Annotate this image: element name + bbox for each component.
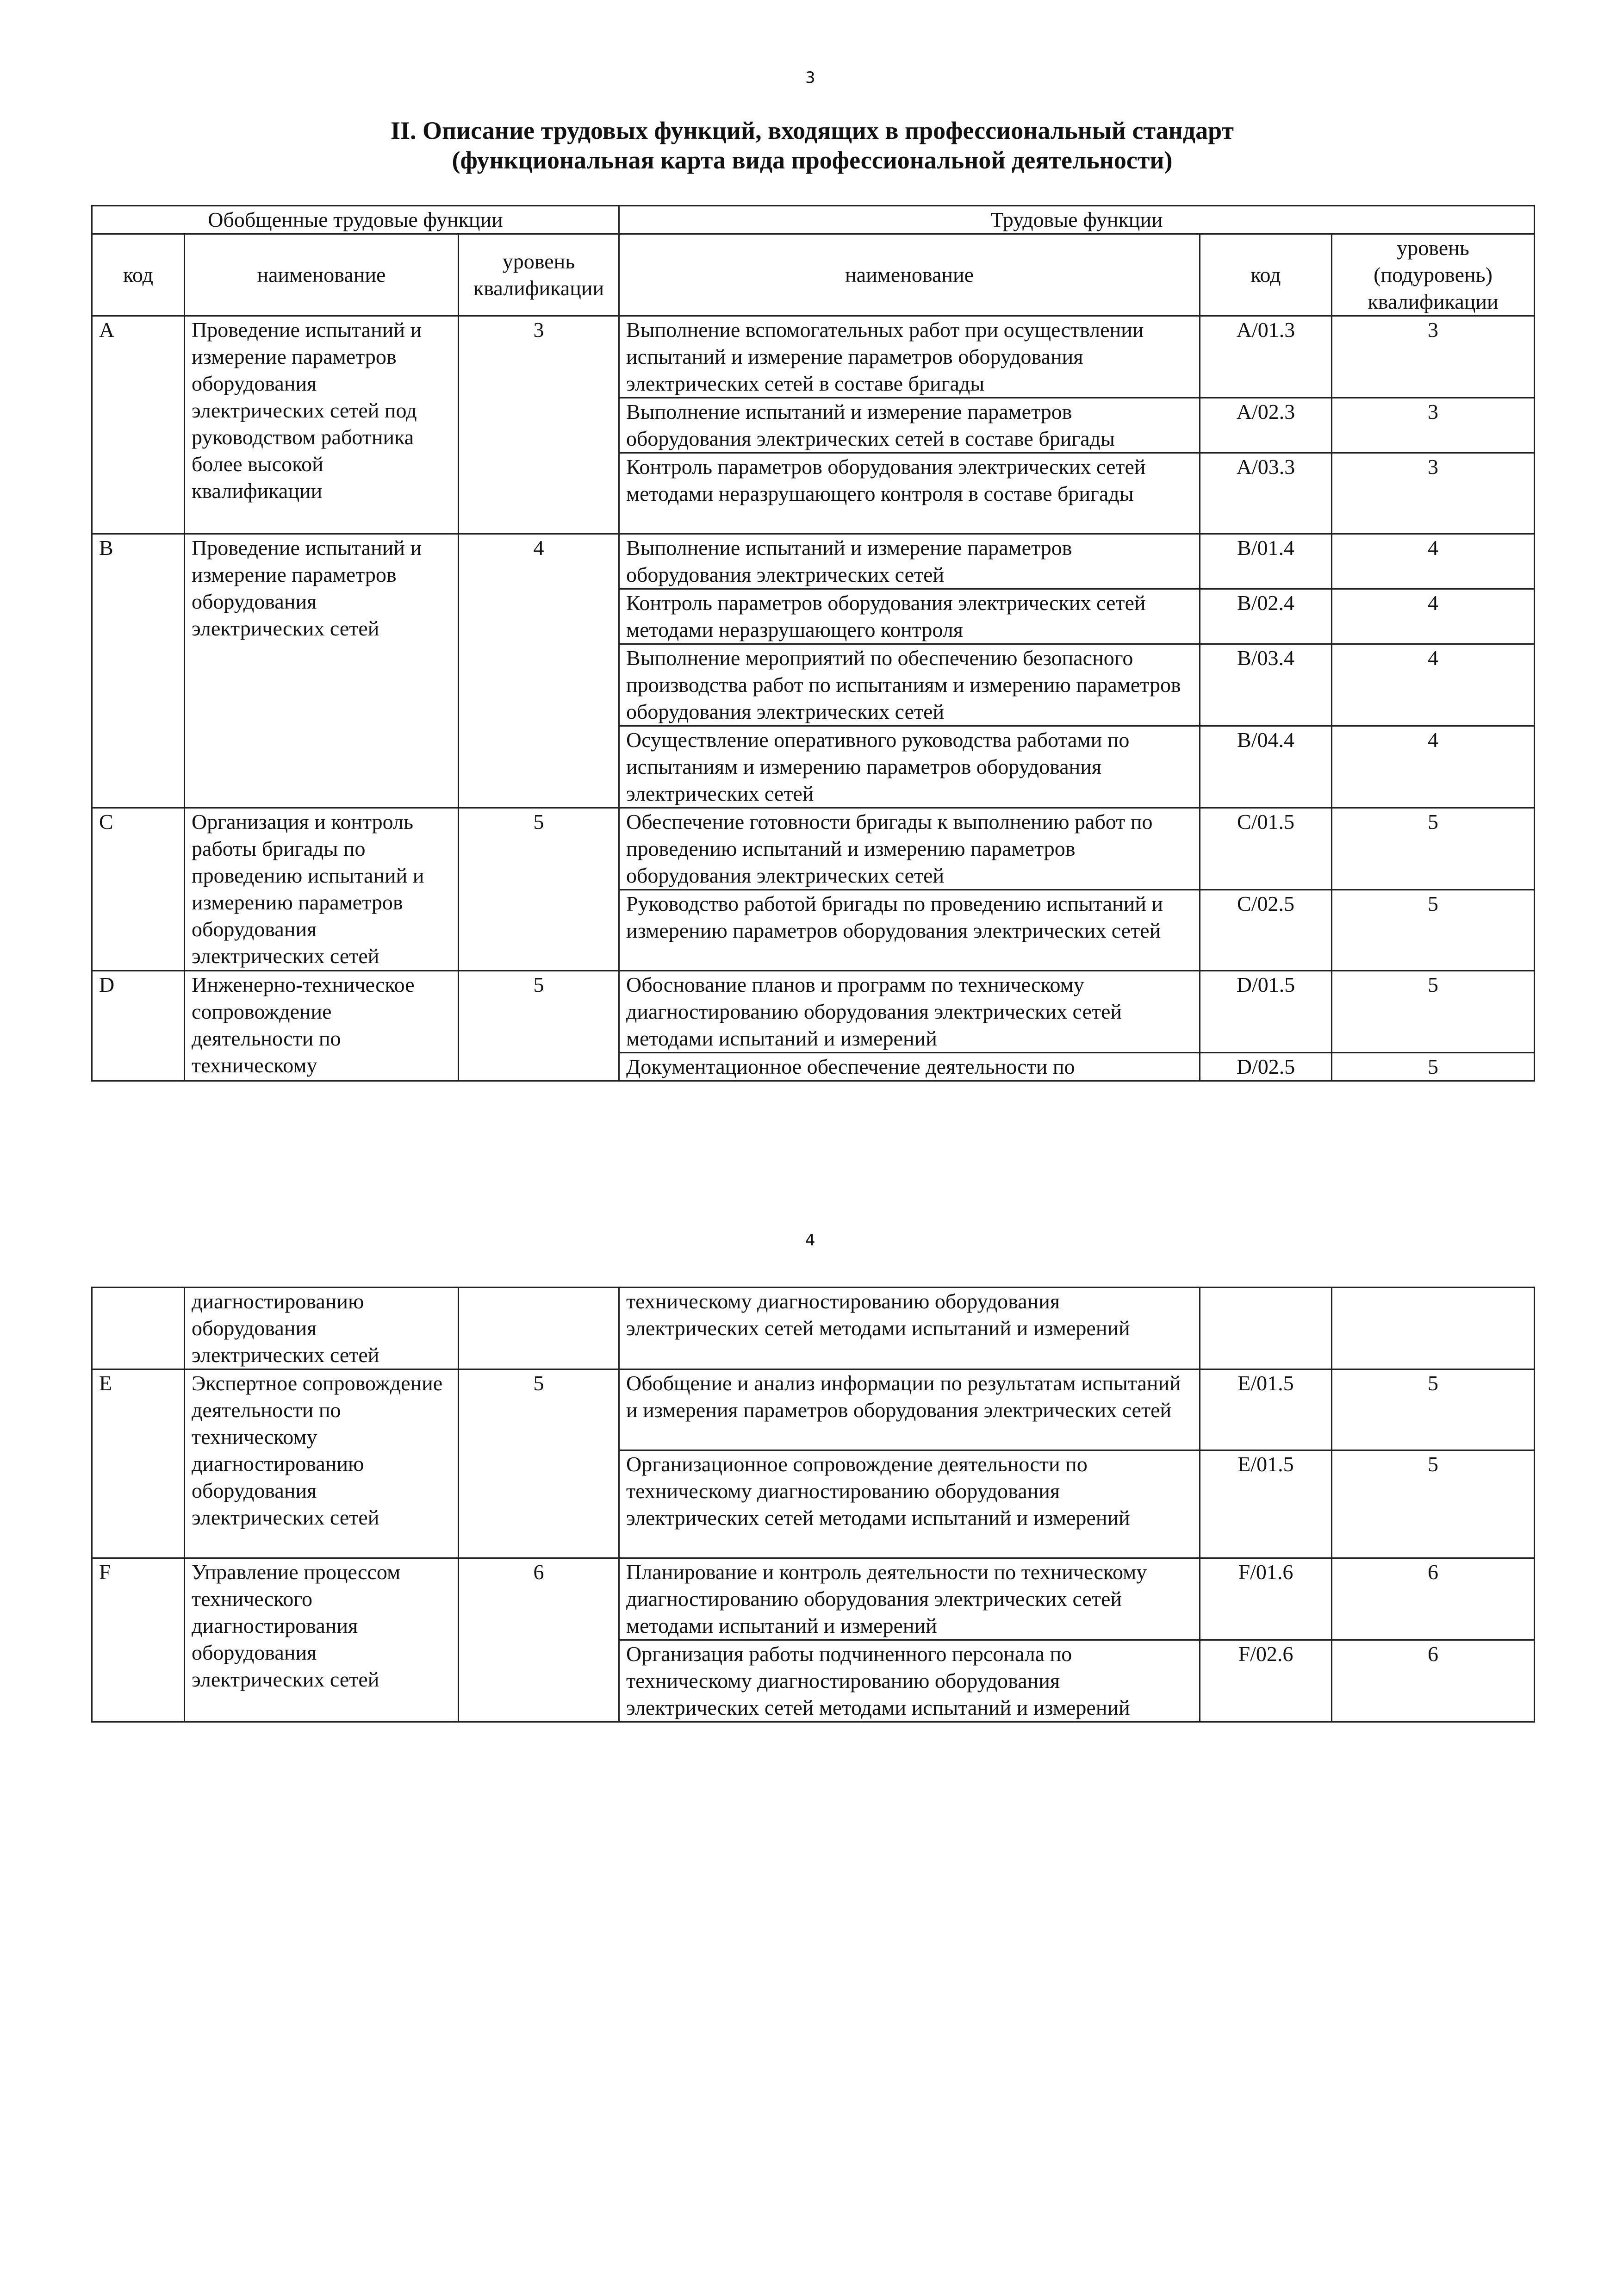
tf-code: A/03.3 (1200, 453, 1332, 534)
tf-code: E/01.5 (1200, 1369, 1332, 1450)
tf-level: 5 (1332, 808, 1535, 890)
tf-level-cont (1332, 1288, 1535, 1369)
gen-level-cont (459, 1288, 619, 1369)
tf-level: 5 (1332, 890, 1535, 971)
tf-level: 3 (1332, 398, 1535, 453)
gen-name: Экспертное сопровождение деятельности по техническому диагностированию оборудования электрических сетей (185, 1369, 459, 1558)
gen-level: 3 (459, 316, 619, 534)
functional-map-table-continued (91, 1287, 1535, 1723)
tf-name: Контроль параметров оборудования электрических сетей методами неразрушающего контроля (619, 589, 1200, 644)
header-functions: Трудовые функции (619, 206, 1535, 234)
page-number: 4 (805, 1231, 815, 1250)
tf-level: 4 (1332, 589, 1535, 644)
tf-level: 6 (1332, 1558, 1535, 1640)
table-row (92, 808, 1535, 890)
tf-level: 5 (1332, 1053, 1535, 1081)
tf-name: Выполнение испытаний и измерение параметров оборудования электрических сетей (619, 534, 1200, 589)
gen-code: C (92, 808, 185, 971)
tf-name: Обобщение и анализ информации по результатам испытаний и измерения параметров оборудования электрических сетей (619, 1369, 1200, 1450)
section-title-line1: II. Описание трудовых функций, входящих в профессиональный стандарт (391, 117, 1234, 144)
gen-code: F (92, 1558, 185, 1722)
tf-name: техническому диагностированию оборудования электрических сетей методами испытаний и измерений (619, 1288, 1200, 1369)
section-title-line2: (функциональная карта вида профессиональной деятельности) (452, 146, 1173, 174)
tf-code: B/02.4 (1200, 589, 1332, 644)
gen-name: Проведение испытаний и измерение параметров оборудования электрических сетей под руководством работника более высокой квалификации (185, 316, 459, 534)
tf-code: F/02.6 (1200, 1640, 1332, 1722)
tf-code: D/01.5 (1200, 971, 1332, 1053)
tf-code: D/02.5 (1200, 1053, 1332, 1081)
tf-code: F/01.6 (1200, 1558, 1332, 1640)
gen-name: Управление процессом технического диагностирования оборудования электрических сетей (185, 1558, 459, 1722)
header-tf-name: наименование (619, 234, 1200, 316)
tf-level: 5 (1332, 971, 1535, 1053)
gen-level: 6 (459, 1558, 619, 1722)
gen-level: 5 (459, 1369, 619, 1558)
header-code: код (92, 234, 185, 316)
page-number: 3 (805, 68, 815, 87)
tf-name: Обеспечение готовности бригады к выполнению работ по проведению испытаний и измерению параметров оборудования электрических сетей (619, 808, 1200, 890)
tf-name: Планирование и контроль деятельности по техническому диагностированию оборудования электрических сетей методами испытаний и измерений (619, 1558, 1200, 1640)
gen-name: Инженерно-техническое сопровождение деятельности по техническому (185, 971, 459, 1081)
tf-code: B/01.4 (1200, 534, 1332, 589)
header-name: наименование (185, 234, 459, 316)
gen-code: E (92, 1369, 185, 1558)
tf-code: A/01.3 (1200, 316, 1332, 398)
tf-level: 4 (1332, 644, 1535, 726)
tf-level: 6 (1332, 1640, 1535, 1722)
tf-code: B/04.4 (1200, 726, 1332, 808)
gen-name: Проведение испытаний и измерение параметров оборудования электрических сетей (185, 534, 459, 808)
tf-name: Выполнение вспомогательных работ при осуществлении испытаний и измерение параметров оборудования электрических сетей в составе бригады (619, 316, 1200, 398)
table-row (92, 1288, 1535, 1369)
table-row (92, 1369, 1535, 1450)
tf-level: 5 (1332, 1450, 1535, 1558)
gen-level: 5 (459, 808, 619, 971)
header-sublevel: уровень (подуровень) квалификации (1332, 234, 1535, 316)
table-row (92, 316, 1535, 398)
section-title (93, 116, 1532, 175)
tf-name: Документационное обеспечение деятельности по (619, 1053, 1200, 1081)
table-row (92, 1558, 1535, 1640)
gen-code: A (92, 316, 185, 534)
gen-name: диагностированию оборудования электрических сетей (185, 1288, 459, 1369)
gen-level: 5 (459, 971, 619, 1081)
tf-level: 4 (1332, 534, 1535, 589)
gen-code-cont (92, 1288, 185, 1369)
tf-level: 3 (1332, 453, 1535, 534)
tf-code: B/03.4 (1200, 644, 1332, 726)
tf-name: Организация работы подчиненного персонала по техническому диагностированию оборудования электрических сетей методами испытаний и измерений (619, 1640, 1200, 1722)
tf-name: Осуществление оперативного руководства работами по испытаниям и измерению параметров оборудования электрических сетей (619, 726, 1200, 808)
header-gen-functions: Обобщенные трудовые функции (92, 206, 619, 234)
tf-code: E/01.5 (1200, 1450, 1332, 1558)
tf-name: Обоснование планов и программ по техническому диагностированию оборудования электрических сетей методами испытаний и измерений (619, 971, 1200, 1053)
table-row (92, 971, 1535, 1053)
header-tf-code: код (1200, 234, 1332, 316)
gen-code: D (92, 971, 185, 1081)
tf-level: 4 (1332, 726, 1535, 808)
tf-code: C/01.5 (1200, 808, 1332, 890)
tf-name: Выполнение мероприятий по обеспечению безопасного производства работ по испытаниям и измерению параметров оборудования электрических сетей (619, 644, 1200, 726)
header-level: уровень квалификации (459, 234, 619, 316)
tf-level: 3 (1332, 316, 1535, 398)
tf-code: A/02.3 (1200, 398, 1332, 453)
tf-name: Выполнение испытаний и измерение параметров оборудования электрических сетей в составе бригады (619, 398, 1200, 453)
tf-code-cont (1200, 1288, 1332, 1369)
tf-name: Организационное сопровождение деятельности по техническому диагностированию оборудования электрических сетей методами испытаний и измерений (619, 1450, 1200, 1558)
gen-level: 4 (459, 534, 619, 808)
table-row (92, 534, 1535, 589)
gen-name: Организация и контроль работы бригады по проведению испытаний и измерению параметров оборудования электрических сетей (185, 808, 459, 971)
tf-name: Контроль параметров оборудования электрических сетей методами неразрушающего контроля в составе бригады (619, 453, 1200, 534)
tf-level: 5 (1332, 1369, 1535, 1450)
tf-code: C/02.5 (1200, 890, 1332, 971)
gen-code: B (92, 534, 185, 808)
tf-name: Руководство работой бригады по проведению испытаний и измерению параметров оборудования электрических сетей (619, 890, 1200, 971)
functional-map-table (91, 205, 1535, 1082)
